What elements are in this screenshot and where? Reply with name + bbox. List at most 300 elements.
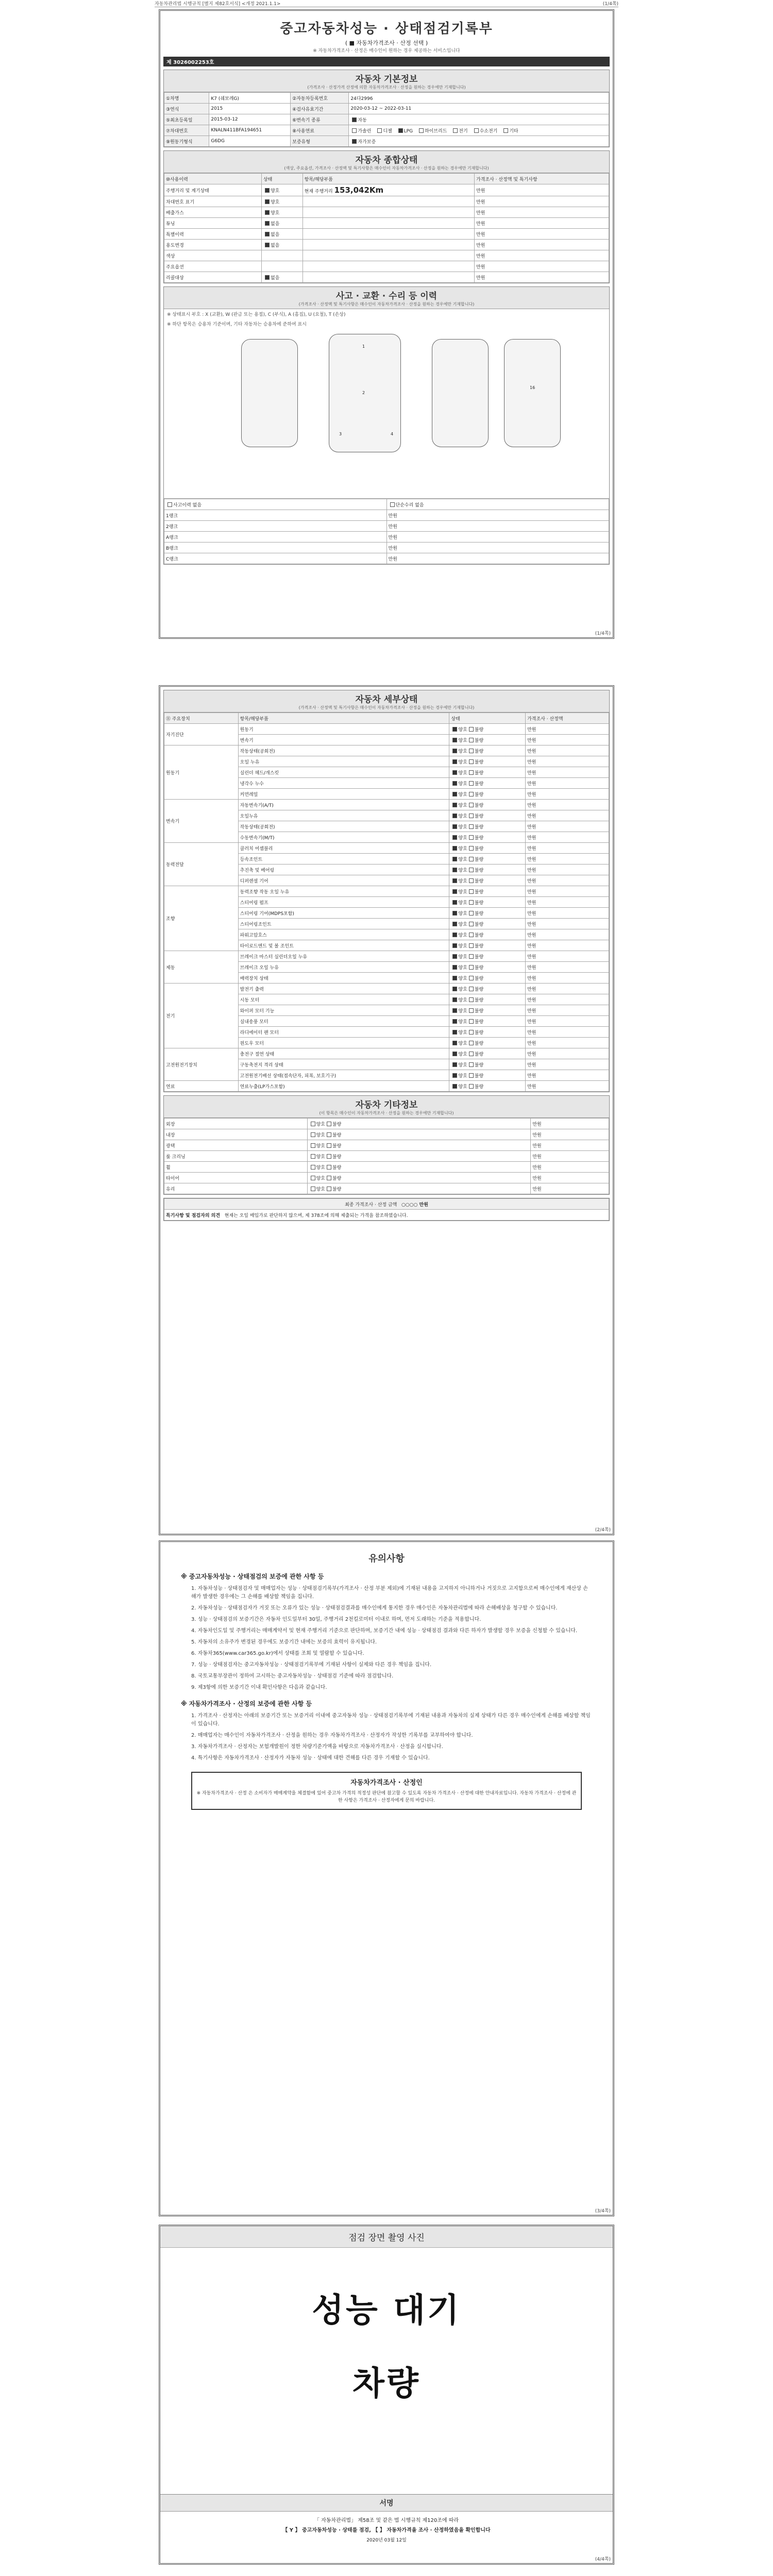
- checkbox-icon: [469, 868, 474, 872]
- price-unit: 만원: [526, 865, 609, 875]
- checkbox-icon: [452, 1019, 457, 1024]
- total-status-title: 자동차 종합상태: [355, 155, 418, 165]
- checkbox-icon: [265, 243, 270, 247]
- car-diagram: [164, 329, 609, 499]
- checkbox-icon: [469, 1084, 474, 1089]
- frame-rank-b: B랭크: [164, 543, 387, 553]
- state-cell: [261, 261, 303, 272]
- price-unit: 만원: [526, 778, 609, 789]
- state-good: 양호: [458, 759, 467, 765]
- state-bad: 불량: [474, 943, 484, 949]
- page-number: (4/4쪽): [595, 2557, 611, 2562]
- device-group: 원동기: [164, 745, 239, 800]
- state-good: 양호: [458, 889, 467, 895]
- state-cell: [449, 1059, 526, 1070]
- price-unit: 만원: [526, 984, 609, 994]
- state-cell: [449, 821, 526, 832]
- checkbox-icon: [469, 933, 474, 937]
- state-cell: [449, 843, 526, 854]
- detail-title: 자동차 세부상태: [355, 694, 418, 705]
- checkbox-icon: [503, 128, 508, 133]
- checkbox-icon: [469, 1041, 474, 1045]
- device-group: 전기: [164, 984, 239, 1048]
- checkbox-icon: [452, 911, 457, 916]
- state-text: 양호: [270, 188, 280, 194]
- state-cell: [449, 865, 526, 875]
- state-bad: 불량: [474, 965, 484, 971]
- price-unit: 만원: [531, 1162, 609, 1173]
- fuel-hybrid-label: 하이브리드: [424, 128, 447, 134]
- state-bad: 불량: [474, 889, 484, 895]
- notice-paragraph: 2. 자동차성능 · 상태점검자가 거짓 또는 오류가 있는 성능 · 상태점검결과를 매수인에게 통지한 경우 매수인은 자동차관리법에 따라 손해배상을 청구할 수 있습니다.: [191, 1605, 558, 1611]
- basic-info-note: (가격조사 · 산정가격 산정에 의한 자동차가격조사 · 산정을 원하는 경우에만 기재합니다): [307, 85, 466, 90]
- fuel-options: [349, 125, 609, 136]
- checkbox-icon: [452, 997, 457, 1002]
- price-unit: 만원: [526, 821, 609, 832]
- part-name: 충전구 절연 상태: [238, 1048, 449, 1059]
- checkbox-icon: [452, 987, 457, 991]
- state-good: 양호: [458, 965, 467, 971]
- page-title: 중고자동차성능 · 상태점검기록부: [280, 21, 493, 37]
- state-good: 양호: [458, 1030, 467, 1036]
- checkbox-icon: [452, 803, 457, 807]
- total-status-note: (색상, 주요옵션, 가격조사 · 산정액 및 특기사항은 매수인이 자동차가격조사 · 산정을 원하는 경우에만 기재합니다): [284, 166, 489, 171]
- state-cell: [449, 854, 526, 865]
- checkbox-icon: [452, 889, 457, 894]
- state-cell: [261, 207, 303, 218]
- part-name: 오일누유: [238, 810, 449, 821]
- notice-paragraph: 9. 제3항에 의한 보증기간 이내 확인사항은 다음과 같습니다.: [191, 1685, 327, 1690]
- value-warranty: [349, 136, 609, 147]
- part-number: 16: [530, 385, 535, 390]
- state-cell: [449, 962, 526, 973]
- etc-item: 외장: [164, 1118, 308, 1129]
- state-good: 양호: [458, 846, 467, 852]
- state-cell: [307, 1173, 531, 1183]
- final-price-value: ○○○○ 만원: [401, 1202, 428, 1208]
- notice-paragraph: 4. 특기사항은 자동차가격조사 · 산정자가 자동차 성능 · 상태에 대한 견해를 다른 경우 기재할 수 있습니다.: [191, 1755, 430, 1761]
- checkbox-icon: [469, 770, 474, 775]
- part-name: 타이로드엔드 및 볼 조인트: [238, 940, 449, 951]
- state-good: 양호: [458, 976, 467, 981]
- detail-row: [164, 800, 609, 810]
- state-bad: 불량: [474, 781, 484, 787]
- part-number: 4: [391, 432, 394, 436]
- state-bad: 불량: [474, 976, 484, 981]
- state-good: 양호: [458, 1084, 467, 1090]
- checkbox-icon: [469, 792, 474, 796]
- state-good: 양호: [458, 1062, 467, 1068]
- checkbox-icon: [419, 128, 424, 133]
- state-cell: [449, 1081, 526, 1092]
- notice-paragraph: 3. 성능 · 상태점검의 보증기간은 자동차 인도일부터 30일, 주행거리 2천킬로미터 이내로 하며, 먼저 도래하는 기준을 적용합니다.: [191, 1617, 481, 1622]
- col-price: 가격조사 · 산정액: [526, 713, 609, 724]
- device-group: 동력전달: [164, 843, 239, 886]
- part-name: 윈도우 모터: [238, 1038, 449, 1048]
- part-name: 수동변속기(M/T): [238, 832, 449, 843]
- checkbox-icon: [352, 117, 357, 122]
- notice-paragraph: 5. 자동차의 소유주가 변경된 경우에도 보증기간 내에는 보증의 효력이 유지됩니다.: [191, 1639, 377, 1645]
- price-unit: 만원: [526, 908, 609, 919]
- notice-paragraph: 1. 자동차성능 · 상태점검자 및 매매업자는 성능 · 상태점검기록부(가격조사 · 산정 부분 제외)에 기재된 내용을 고지하지 아니하거나 거짓으로 고지함으로써 매수인에게 재산상 손해가 발생한 경우에는 그 손해를 배상할 책임을 집니다.: [191, 1586, 588, 1600]
- checkbox-icon: [452, 835, 457, 840]
- checkbox-icon: [469, 1062, 474, 1067]
- etc-section: [163, 1095, 610, 1195]
- checkbox-icon: [265, 188, 270, 193]
- checkbox-icon: [452, 1062, 457, 1067]
- state-good: 양호: [458, 792, 467, 798]
- price-responsibility-title: 자동차가격조사 · 산정인: [350, 1779, 423, 1787]
- value-inspection: 2020-03-12 ~ 2022-03-11: [349, 104, 609, 114]
- state-bad: 불량: [474, 1052, 484, 1057]
- state-bad: 불량: [474, 727, 484, 733]
- state-bad: 불량: [474, 770, 484, 776]
- etc-note: (이 항목은 매수인이 자동차가격조사 · 산정을 원하는 경우에만 기재합니다): [319, 1111, 454, 1115]
- price-unit: 만원: [526, 810, 609, 821]
- fuel-electric-label: 전기: [459, 128, 468, 134]
- state-bad: 불량: [474, 835, 484, 841]
- state-bad: 불량: [474, 749, 484, 754]
- state-cell: [449, 735, 526, 745]
- state-bad: 불량: [332, 1187, 342, 1192]
- price-unit: 만원: [526, 1048, 609, 1059]
- state-cell: [261, 196, 303, 207]
- checkbox-icon: [469, 835, 474, 840]
- fuel-lpg-label: LPG: [404, 128, 413, 134]
- price-unit: 만원: [531, 1173, 609, 1183]
- state-good: 양호: [458, 738, 467, 743]
- car-side-left-icon: [241, 339, 298, 447]
- price-unit: 만원: [475, 229, 609, 240]
- part-name: 자동변속기(A/T): [238, 800, 449, 810]
- state-bad: 불량: [474, 1019, 484, 1025]
- sign-section: [160, 2494, 613, 2543]
- state-cell: [449, 756, 526, 767]
- fuel-diesel: [376, 129, 392, 134]
- checkbox-icon: [452, 1030, 457, 1035]
- part-name: 디퍼렌셜 기어: [238, 875, 449, 886]
- final-price-table: [164, 1198, 609, 1221]
- state-cell: [307, 1151, 531, 1162]
- price-unit: 만원: [475, 196, 609, 207]
- checkbox-icon: [265, 275, 270, 280]
- state-text: 양호: [270, 199, 280, 205]
- checkbox-icon: [469, 922, 474, 926]
- checkbox-icon: [469, 857, 474, 861]
- mileage-cell: [303, 184, 474, 196]
- part-name: 추진축 및 베어링: [238, 865, 449, 875]
- item-mileage: 주행거리 및 계기상태: [164, 184, 262, 196]
- col-device: ⑪ 주요장치: [164, 713, 239, 724]
- device-group: 변속기: [164, 800, 239, 843]
- item-cell: [303, 250, 474, 261]
- state-bad: 불량: [332, 1176, 342, 1181]
- basic-info-table: [164, 92, 609, 147]
- accident-history-text: 사고이력 없음: [173, 502, 202, 508]
- simple-repair: [386, 499, 609, 510]
- state-cell: [449, 724, 526, 735]
- fuel-etc: [502, 129, 518, 134]
- value-car-name: K7 (쉐보레G): [209, 93, 291, 104]
- price-unit: 만원: [526, 1027, 609, 1038]
- checkbox-icon: [311, 1187, 315, 1191]
- price-unit: 만원: [526, 951, 609, 962]
- label-first-reg: ⑤최초등록일: [164, 114, 209, 125]
- part-name: 클러치 어셈블리: [238, 843, 449, 854]
- price-unit: 만원: [526, 919, 609, 929]
- checkbox-icon: [452, 846, 457, 851]
- etc-row: [164, 1118, 609, 1129]
- state-cell: [449, 767, 526, 778]
- checkbox-icon: [469, 997, 474, 1002]
- device-group: 자기진단: [164, 724, 239, 745]
- price-unit: 만원: [526, 940, 609, 951]
- state-good: 양호: [458, 1041, 467, 1046]
- checkbox-icon: [452, 824, 457, 829]
- checkbox-icon: [474, 128, 479, 133]
- part-name: 냉각수 누수: [238, 778, 449, 789]
- document-number: 제 3026002253호: [163, 57, 610, 66]
- part-name: 작동상태(공회전): [238, 745, 449, 756]
- part-name: 와이퍼 모터 기능: [238, 1005, 449, 1016]
- state-cell: [261, 272, 303, 283]
- detail-row: [164, 1081, 609, 1092]
- state-good: 양호: [458, 814, 467, 819]
- col-state: 상태: [261, 174, 303, 184]
- checkbox-icon: [452, 868, 457, 872]
- state-cell: [449, 875, 526, 886]
- fuel-etc-label: 기타: [509, 128, 518, 134]
- checkbox-icon: [311, 1122, 315, 1126]
- page-2: [159, 685, 614, 1535]
- state-bad: 불량: [332, 1122, 342, 1127]
- state-bad: 불량: [474, 954, 484, 960]
- etc-row: [164, 1162, 609, 1173]
- value-transmission: [349, 114, 609, 125]
- item-recall: 리콜대상: [164, 272, 262, 283]
- state-cell: [449, 929, 526, 940]
- state-cell: [261, 250, 303, 261]
- checkbox-icon: [469, 900, 474, 905]
- checkbox-icon: [469, 749, 474, 753]
- part-name: 동력조향 작동 오일 누유: [238, 886, 449, 897]
- item-use-change: 용도변경: [164, 240, 262, 250]
- state-cell: [449, 789, 526, 800]
- checkbox-icon: [469, 1073, 474, 1078]
- fuel-diesel-label: 디젤: [383, 128, 392, 134]
- col-price: 가격조사 · 산정액 및 특기사항: [475, 174, 609, 184]
- price-unit: 만원: [475, 272, 609, 283]
- price-unit: 만원: [526, 767, 609, 778]
- accident-legend-2: ※ 하단 항목은 승용차 기준이며, 기타 자동차는 승용차에 준하여 표시: [167, 322, 307, 327]
- accident-legend: ※ 상태표시 부호 : X (교환), W (판금 또는 용접), C (부식), A (흠집), U (요철), T (손상): [167, 312, 346, 317]
- page-4: [159, 2225, 614, 2565]
- state-text: 없음: [270, 243, 280, 248]
- item-vin-mark: 차대번호 표기: [164, 196, 262, 207]
- checkbox-icon: [452, 965, 457, 970]
- checkbox-icon: [352, 139, 357, 144]
- state-cell: [449, 1027, 526, 1038]
- price-unit: 만원: [526, 735, 609, 745]
- checkbox-icon: [452, 900, 457, 905]
- state-good: 양호: [458, 1008, 467, 1014]
- state-text: 양호: [270, 210, 280, 216]
- part-name: 원동기: [238, 724, 449, 735]
- price-unit: 만원: [531, 1151, 609, 1162]
- price-responsibility-box: [191, 1772, 582, 1810]
- photo-text-1: 성능 대기: [312, 2292, 461, 2330]
- item-cell: [303, 207, 474, 218]
- state-good: 양호: [458, 857, 467, 862]
- item-cell: [303, 218, 474, 229]
- state-good: 양호: [458, 770, 467, 776]
- state-bad: 불량: [474, 803, 484, 808]
- state-cell: [449, 832, 526, 843]
- state-bad: 불량: [474, 868, 484, 873]
- page-number: (3/4쪽): [595, 2209, 611, 2214]
- label-warranty: 보증유형: [291, 136, 349, 147]
- state-bad: 불량: [474, 1041, 484, 1046]
- price-unit: 만원: [475, 261, 609, 272]
- state-cell: [261, 229, 303, 240]
- checkbox-icon: [452, 792, 457, 796]
- notice-paragraph: 4. 자동차인도일 및 주행거리는 매매계약서 및 현재 주행거리 기준으로 판단하며, 보증기간 내에 성능 · 상태점검 결과와 다른 하자가 발생할 경우 보증을 신청할 수 있습니다.: [191, 1628, 578, 1634]
- accident-title: 사고 · 교환 · 수리 등 이력: [335, 291, 438, 301]
- state-good: 양호: [458, 749, 467, 754]
- price-unit: 만원: [526, 973, 609, 984]
- checkbox-icon: [398, 128, 403, 133]
- price-unit: 만원: [475, 184, 609, 196]
- state-cell: [449, 745, 526, 756]
- part-name: 파워고압호스: [238, 929, 449, 940]
- state-cell: [449, 984, 526, 994]
- state-good: 양호: [458, 933, 467, 938]
- item-options: 주요옵션: [164, 261, 262, 272]
- sign-date: 2020년 03월 12일: [366, 2538, 407, 2543]
- frame-rank-a: A랭크: [164, 532, 387, 543]
- car-side-right-icon: [432, 339, 489, 447]
- checkbox-icon: [469, 846, 474, 851]
- part-name: 변속기: [238, 735, 449, 745]
- checkbox-icon: [452, 922, 457, 926]
- state-cell: [449, 800, 526, 810]
- notice-paragraph: 8. 국토교통부장관이 정하여 고시하는 중고자동차성능 · 상태점검 기준에 따라 점검합니다.: [191, 1673, 394, 1679]
- state-cell: [261, 184, 303, 196]
- state-bad: 불량: [474, 987, 484, 992]
- detail-row: [164, 886, 609, 897]
- panel-rank-1: 1랭크: [164, 510, 387, 521]
- checkbox-icon: [452, 976, 457, 980]
- state-bad: 불량: [474, 997, 484, 1003]
- part-name: 실린더 헤드/개스킷: [238, 767, 449, 778]
- value-engine: G6DG: [209, 136, 291, 147]
- checkbox-icon: [311, 1165, 315, 1170]
- state-good: 양호: [316, 1187, 325, 1192]
- price-unit: 만원: [475, 240, 609, 250]
- final-price-label: 최종 가격조사 · 산정 금액: [345, 1202, 397, 1208]
- checkbox-icon: [311, 1176, 315, 1180]
- state-bad: 불량: [474, 900, 484, 906]
- state-text: 없음: [270, 221, 280, 227]
- state-text: 없음: [270, 275, 280, 281]
- price-unit: 만원: [475, 218, 609, 229]
- checkbox-icon: [265, 221, 270, 226]
- state-good: 양호: [458, 824, 467, 830]
- form-header-left: 자동차관리법 시행규칙 [별지 제82호서식] <개정 2021.1.1>: [155, 2, 281, 7]
- panel-rank-2: 2랭크: [164, 521, 387, 532]
- notice-paragraphs-1: [160, 1585, 613, 1692]
- price-unit: 만원: [526, 994, 609, 1005]
- state-cell: [307, 1183, 531, 1194]
- state-good: 양호: [458, 1019, 467, 1025]
- price-unit: 만원: [526, 724, 609, 735]
- detail-section: [163, 690, 610, 1092]
- checkbox-icon: [469, 878, 474, 883]
- detail-note: (가격조사 · 산정액 및 특기사항은 매수인이 자동차가격조사 · 산정을 원하는 경우에만 기재합니다): [298, 705, 475, 710]
- checkbox-icon: [327, 1154, 331, 1159]
- item-cell: [303, 272, 474, 283]
- simple-repair-text: 단순수리 없음: [395, 502, 424, 508]
- price-survey-note: ※ 자동차가격조사 · 산정은 매수인이 원하는 경우 제공하는 서비스입니다: [313, 48, 460, 54]
- state-cell: [449, 778, 526, 789]
- total-status-section: [163, 150, 610, 283]
- state-good: 양호: [458, 727, 467, 733]
- state-cell: [261, 240, 303, 250]
- checkbox-icon: [453, 128, 458, 133]
- special-cell: [164, 1210, 609, 1221]
- state-bad: 불량: [474, 922, 484, 927]
- detail-row: [164, 724, 609, 735]
- etc-row: [164, 1173, 609, 1183]
- checkbox-icon: [469, 954, 474, 959]
- fuel-gasoline-label: 가솔린: [358, 128, 372, 134]
- state-bad: 불량: [474, 1008, 484, 1014]
- price-unit: 만원: [526, 929, 609, 940]
- checkbox-icon: [327, 1165, 331, 1170]
- notice-title: 유의사항: [368, 1553, 405, 1564]
- fuel-hydrogen: [473, 129, 498, 134]
- final-price-section: [163, 1198, 610, 1221]
- checkbox-icon: [452, 954, 457, 959]
- item-cell: [303, 240, 474, 250]
- checkbox-icon: [452, 1084, 457, 1089]
- fuel-electric: [451, 129, 467, 134]
- label-plate: ②자동차등록번호: [291, 93, 349, 104]
- sign-text-2: 【 Y 】 중고자동차성능 · 상태를 점검, 【 】 자동차가격을 조사 · 산정하였음을 확인합니다: [282, 2528, 491, 2533]
- state-bad: 불량: [332, 1132, 342, 1138]
- state-bad: 불량: [474, 1030, 484, 1036]
- state-good: 양호: [458, 943, 467, 949]
- etc-row: [164, 1151, 609, 1162]
- state-good: 양호: [458, 922, 467, 927]
- accident-section: [163, 286, 610, 565]
- notice-heading-2: ※ 자동차가격조사 · 산정의 보증에 관한 사항 등: [181, 1700, 312, 1707]
- col-history: ⑩사용이력: [164, 174, 262, 184]
- page-number: (1/4쪽): [595, 631, 611, 636]
- item-emission: 배출가스: [164, 207, 262, 218]
- accident-table: [164, 499, 609, 564]
- item-special-history: 특별이력: [164, 229, 262, 240]
- state-cell: [449, 1048, 526, 1059]
- sign-title: 서명: [379, 2499, 394, 2507]
- checkbox-icon: [469, 889, 474, 894]
- checkbox-icon: [452, 857, 457, 861]
- checkbox-icon: [327, 1187, 331, 1191]
- notice-paragraph: 2. 매매업자는 매수인이 자동차가격조사 · 산정을 원하는 경우 자동차가격조사 · 산정자가 작성한 기록부를 교부하여야 합니다.: [191, 1733, 473, 1738]
- part-name: 라디에이터 팬 모터: [238, 1027, 449, 1038]
- price-unit: 만원: [526, 886, 609, 897]
- price-unit: 만원: [531, 1118, 609, 1129]
